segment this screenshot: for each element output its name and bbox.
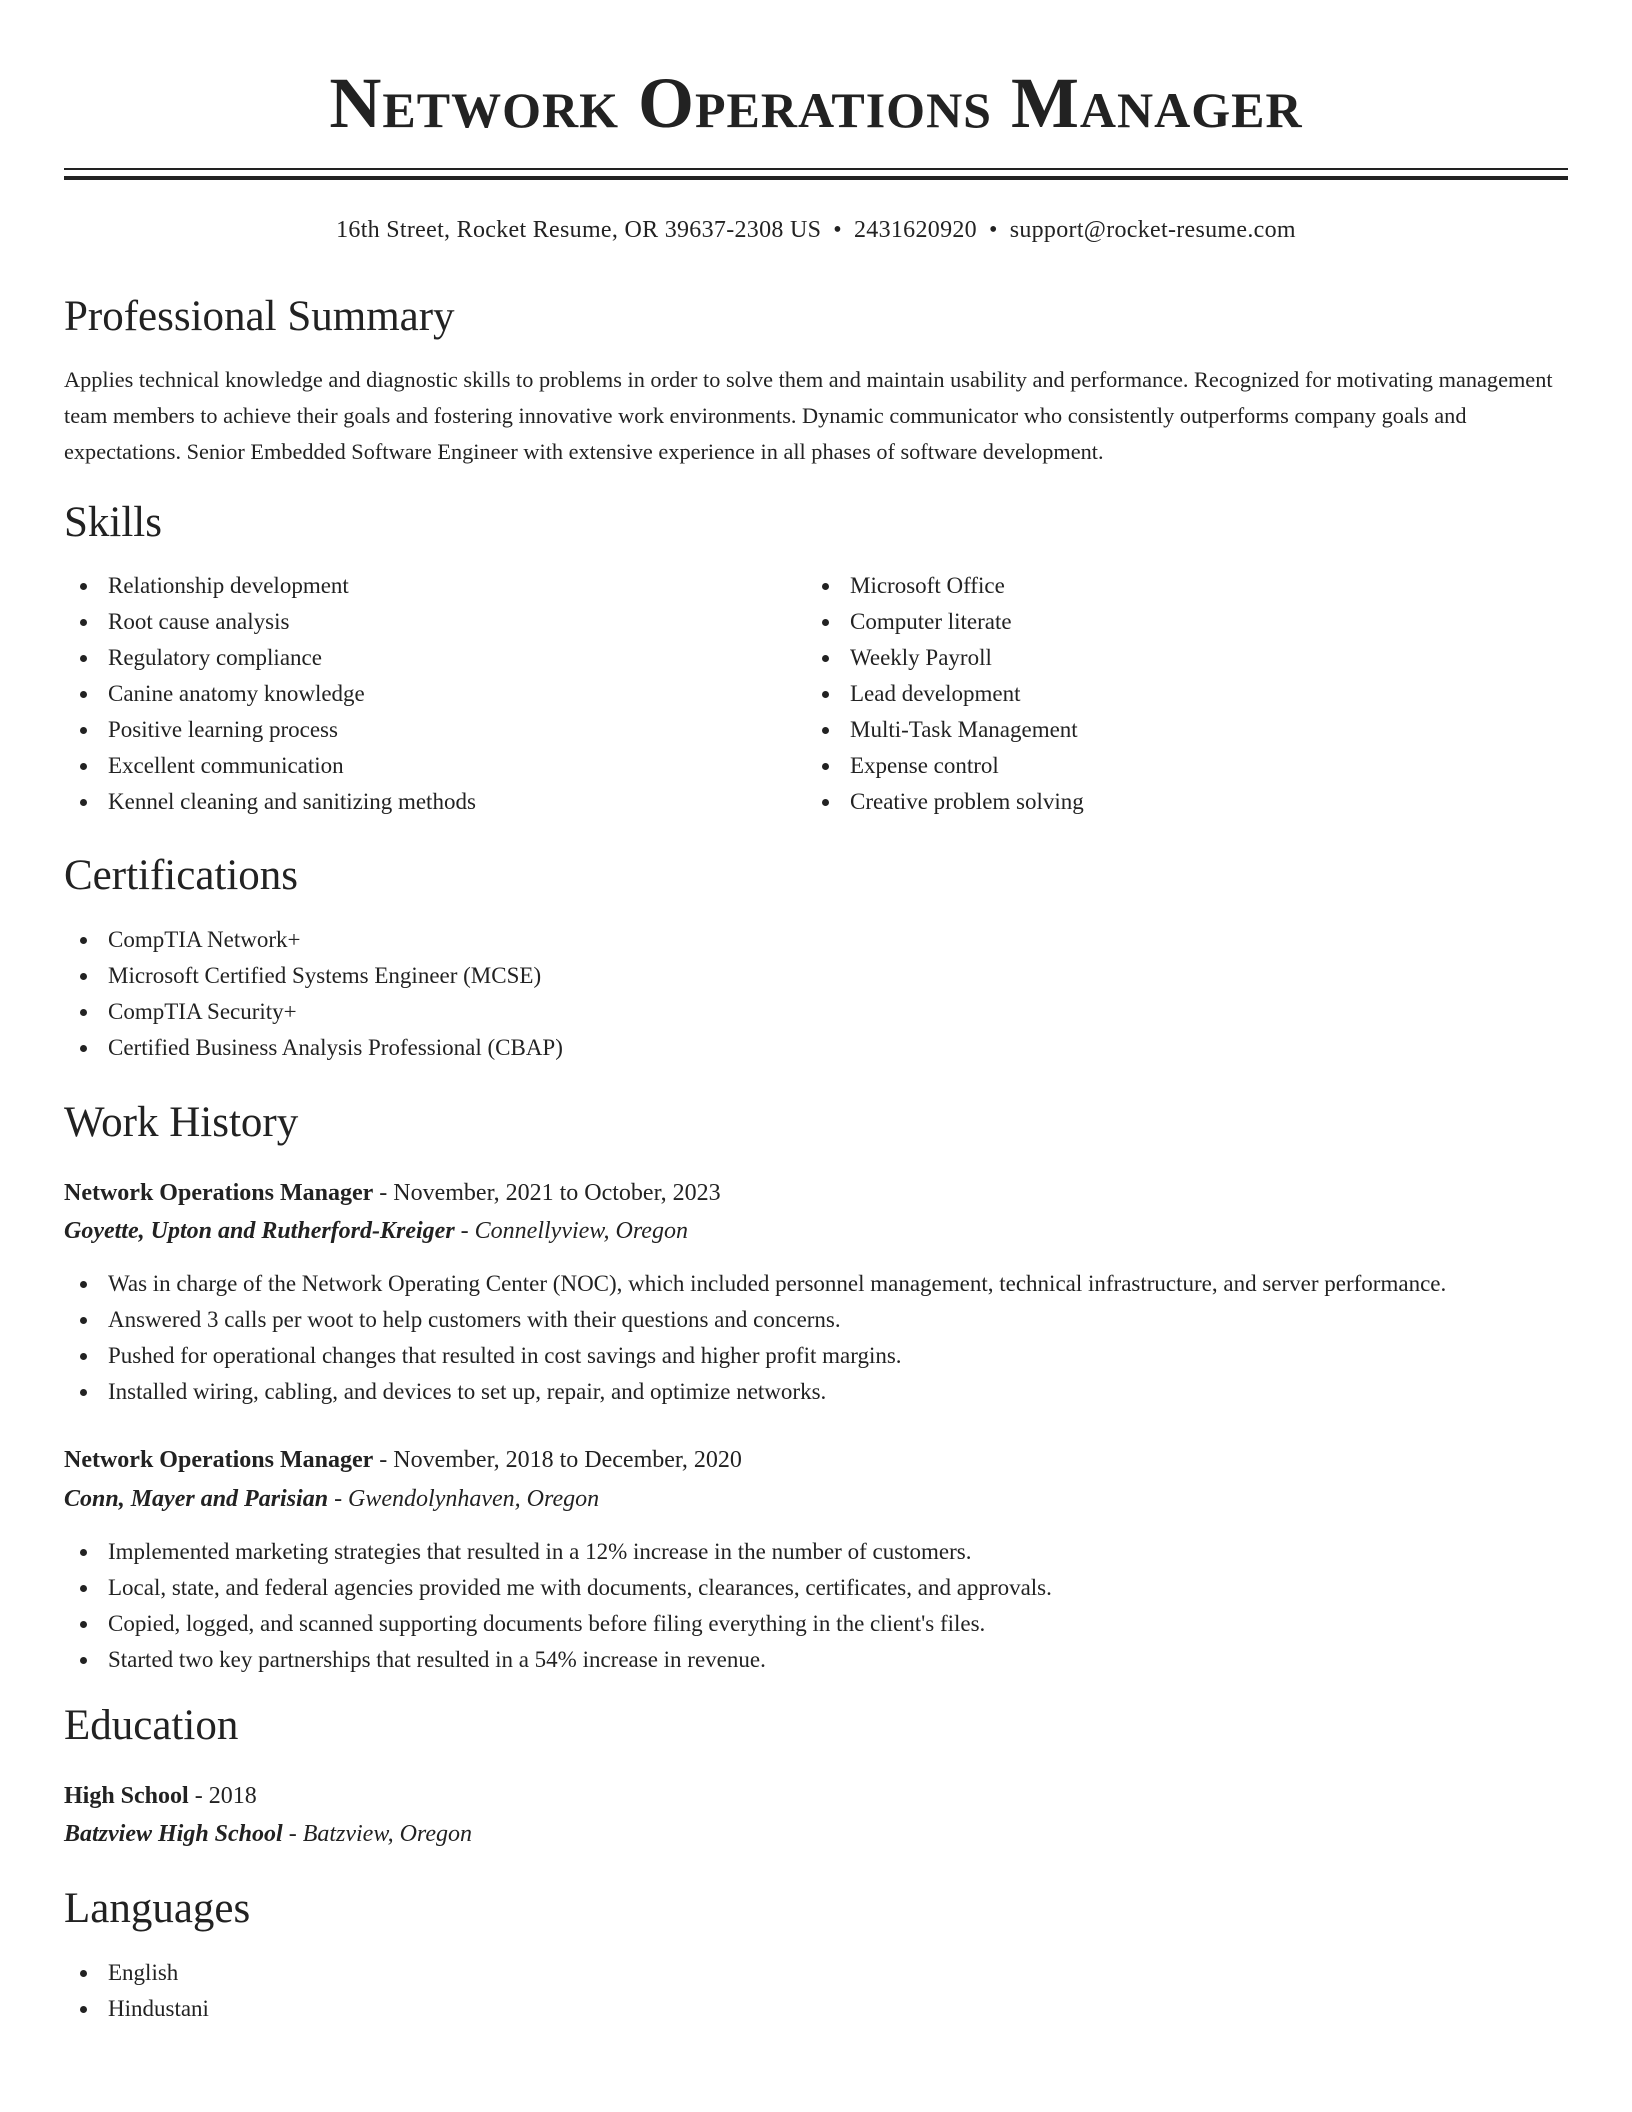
- job-title-line: [64, 1441, 742, 1479]
- contact-line: [64, 214, 1568, 246]
- work-history-heading: Work History: [64, 1099, 299, 1146]
- languages-heading: Languages: [64, 1885, 251, 1932]
- skill-item: Creative problem solving: [806, 784, 1084, 820]
- skill-item: Lead development: [806, 676, 1084, 712]
- contact-phone: 2431620920: [853, 217, 977, 243]
- contact-address: 16th Street, Rocket Resume, OR 39637-2308 US: [336, 217, 822, 243]
- job-company-line: [64, 1480, 599, 1518]
- skill-item: Kennel cleaning and sanitizing methods: [64, 784, 476, 820]
- education-heading: Education: [64, 1702, 239, 1749]
- education-location: - Batzview, Oregon: [282, 1821, 472, 1847]
- job-location: - Connellyview, Oregon: [454, 1218, 688, 1244]
- education-degree: High School: [64, 1783, 189, 1809]
- summary-heading: Professional Summary: [64, 293, 455, 340]
- job-dates: - November, 2018 to December, 2020: [373, 1447, 742, 1473]
- job-company-line: [64, 1212, 688, 1250]
- language-item: English: [64, 1955, 209, 1991]
- skill-item: Weekly Payroll: [806, 640, 1084, 676]
- skill-item: Canine anatomy knowledge: [64, 676, 476, 712]
- education-school: Batzview High School: [64, 1821, 283, 1847]
- job-dates: - November, 2021 to October, 2023: [373, 1180, 721, 1206]
- job-duty-item: Implemented marketing strategies that resulted in a 12% increase in the number of customers.: [64, 1534, 1052, 1570]
- job-duty-item: Answered 3 calls per woot to help customers with their questions and concerns.: [64, 1302, 1446, 1338]
- skills-heading: Skills: [64, 499, 162, 546]
- skills-list-left: [64, 568, 476, 820]
- job-duty-item: Copied, logged, and scanned supporting documents before filing everything in the client's files.: [64, 1606, 1052, 1642]
- summary-text: Applies technical knowledge and diagnostic skills to problems in order to solve them and maintain usability and performance. Recognized for motivating management team members to achieve their goals and fostering innovative work environments. Dynamic communicator who consistently outperforms company goals and expectations. Senior Embedded Software Engineer with extensive experience in all phases of software development.: [64, 367, 1553, 464]
- skill-item: Relationship development: [64, 568, 476, 604]
- job-duty-item: Started two key partnerships that resulted in a 54% increase in revenue.: [64, 1642, 1052, 1678]
- separator-dot: •: [988, 217, 998, 243]
- job-duties-list: [64, 1534, 1052, 1678]
- certifications-heading: Certifications: [64, 852, 299, 899]
- job-company: Goyette, Upton and Rutherford-Kreiger: [64, 1218, 455, 1244]
- job-duty-item: Pushed for operational changes that resulted in cost savings and higher profit margins.: [64, 1338, 1446, 1374]
- job-title-line: [64, 1174, 721, 1212]
- contact-email: support@rocket-resume.com: [1009, 217, 1296, 243]
- skill-item: Multi-Task Management: [806, 712, 1084, 748]
- certifications-list: [64, 922, 563, 1066]
- job-company: Conn, Mayer and Parisian: [64, 1486, 329, 1512]
- resume-name: Network Operations Manager: [329, 63, 1303, 143]
- skill-item: Computer literate: [806, 604, 1084, 640]
- languages-list: [64, 1955, 209, 2027]
- header-divider-bottom: [64, 176, 1568, 180]
- certification-item: Certified Business Analysis Professional (CBAP): [64, 1030, 563, 1066]
- education-school-line: [64, 1815, 472, 1853]
- skill-item: Expense control: [806, 748, 1084, 784]
- skill-item: Microsoft Office: [806, 568, 1084, 604]
- skill-item: Root cause analysis: [64, 604, 476, 640]
- certification-item: Microsoft Certified Systems Engineer (MCSE): [64, 958, 563, 994]
- language-item: Hindustani: [64, 1991, 209, 2027]
- job-duty-item: Installed wiring, cabling, and devices to set up, repair, and optimize networks.: [64, 1374, 1446, 1410]
- certification-item: CompTIA Network+: [64, 922, 563, 958]
- job-location: - Gwendolynhaven, Oregon: [328, 1486, 600, 1512]
- education-year: - 2018: [188, 1783, 257, 1809]
- separator-dot: •: [833, 217, 842, 243]
- job-duty-item: Was in charge of the Network Operating Center (NOC), which included personnel management, technical infrastructure, and server performance.: [64, 1266, 1446, 1302]
- skill-item: Regulatory compliance: [64, 640, 476, 676]
- header-divider-top: [64, 168, 1568, 170]
- skill-item: Positive learning process: [64, 712, 476, 748]
- skills-list-right: [806, 568, 1084, 820]
- job-title: Network Operations Manager: [64, 1180, 374, 1206]
- skill-item: Excellent communication: [64, 748, 476, 784]
- job-duty-item: Local, state, and federal agencies provided me with documents, clearances, certificates, and approvals.: [64, 1570, 1052, 1606]
- job-title: Network Operations Manager: [64, 1447, 374, 1473]
- job-duties-list: [64, 1266, 1446, 1410]
- certification-item: CompTIA Security+: [64, 994, 563, 1030]
- education-degree-line: [64, 1777, 257, 1815]
